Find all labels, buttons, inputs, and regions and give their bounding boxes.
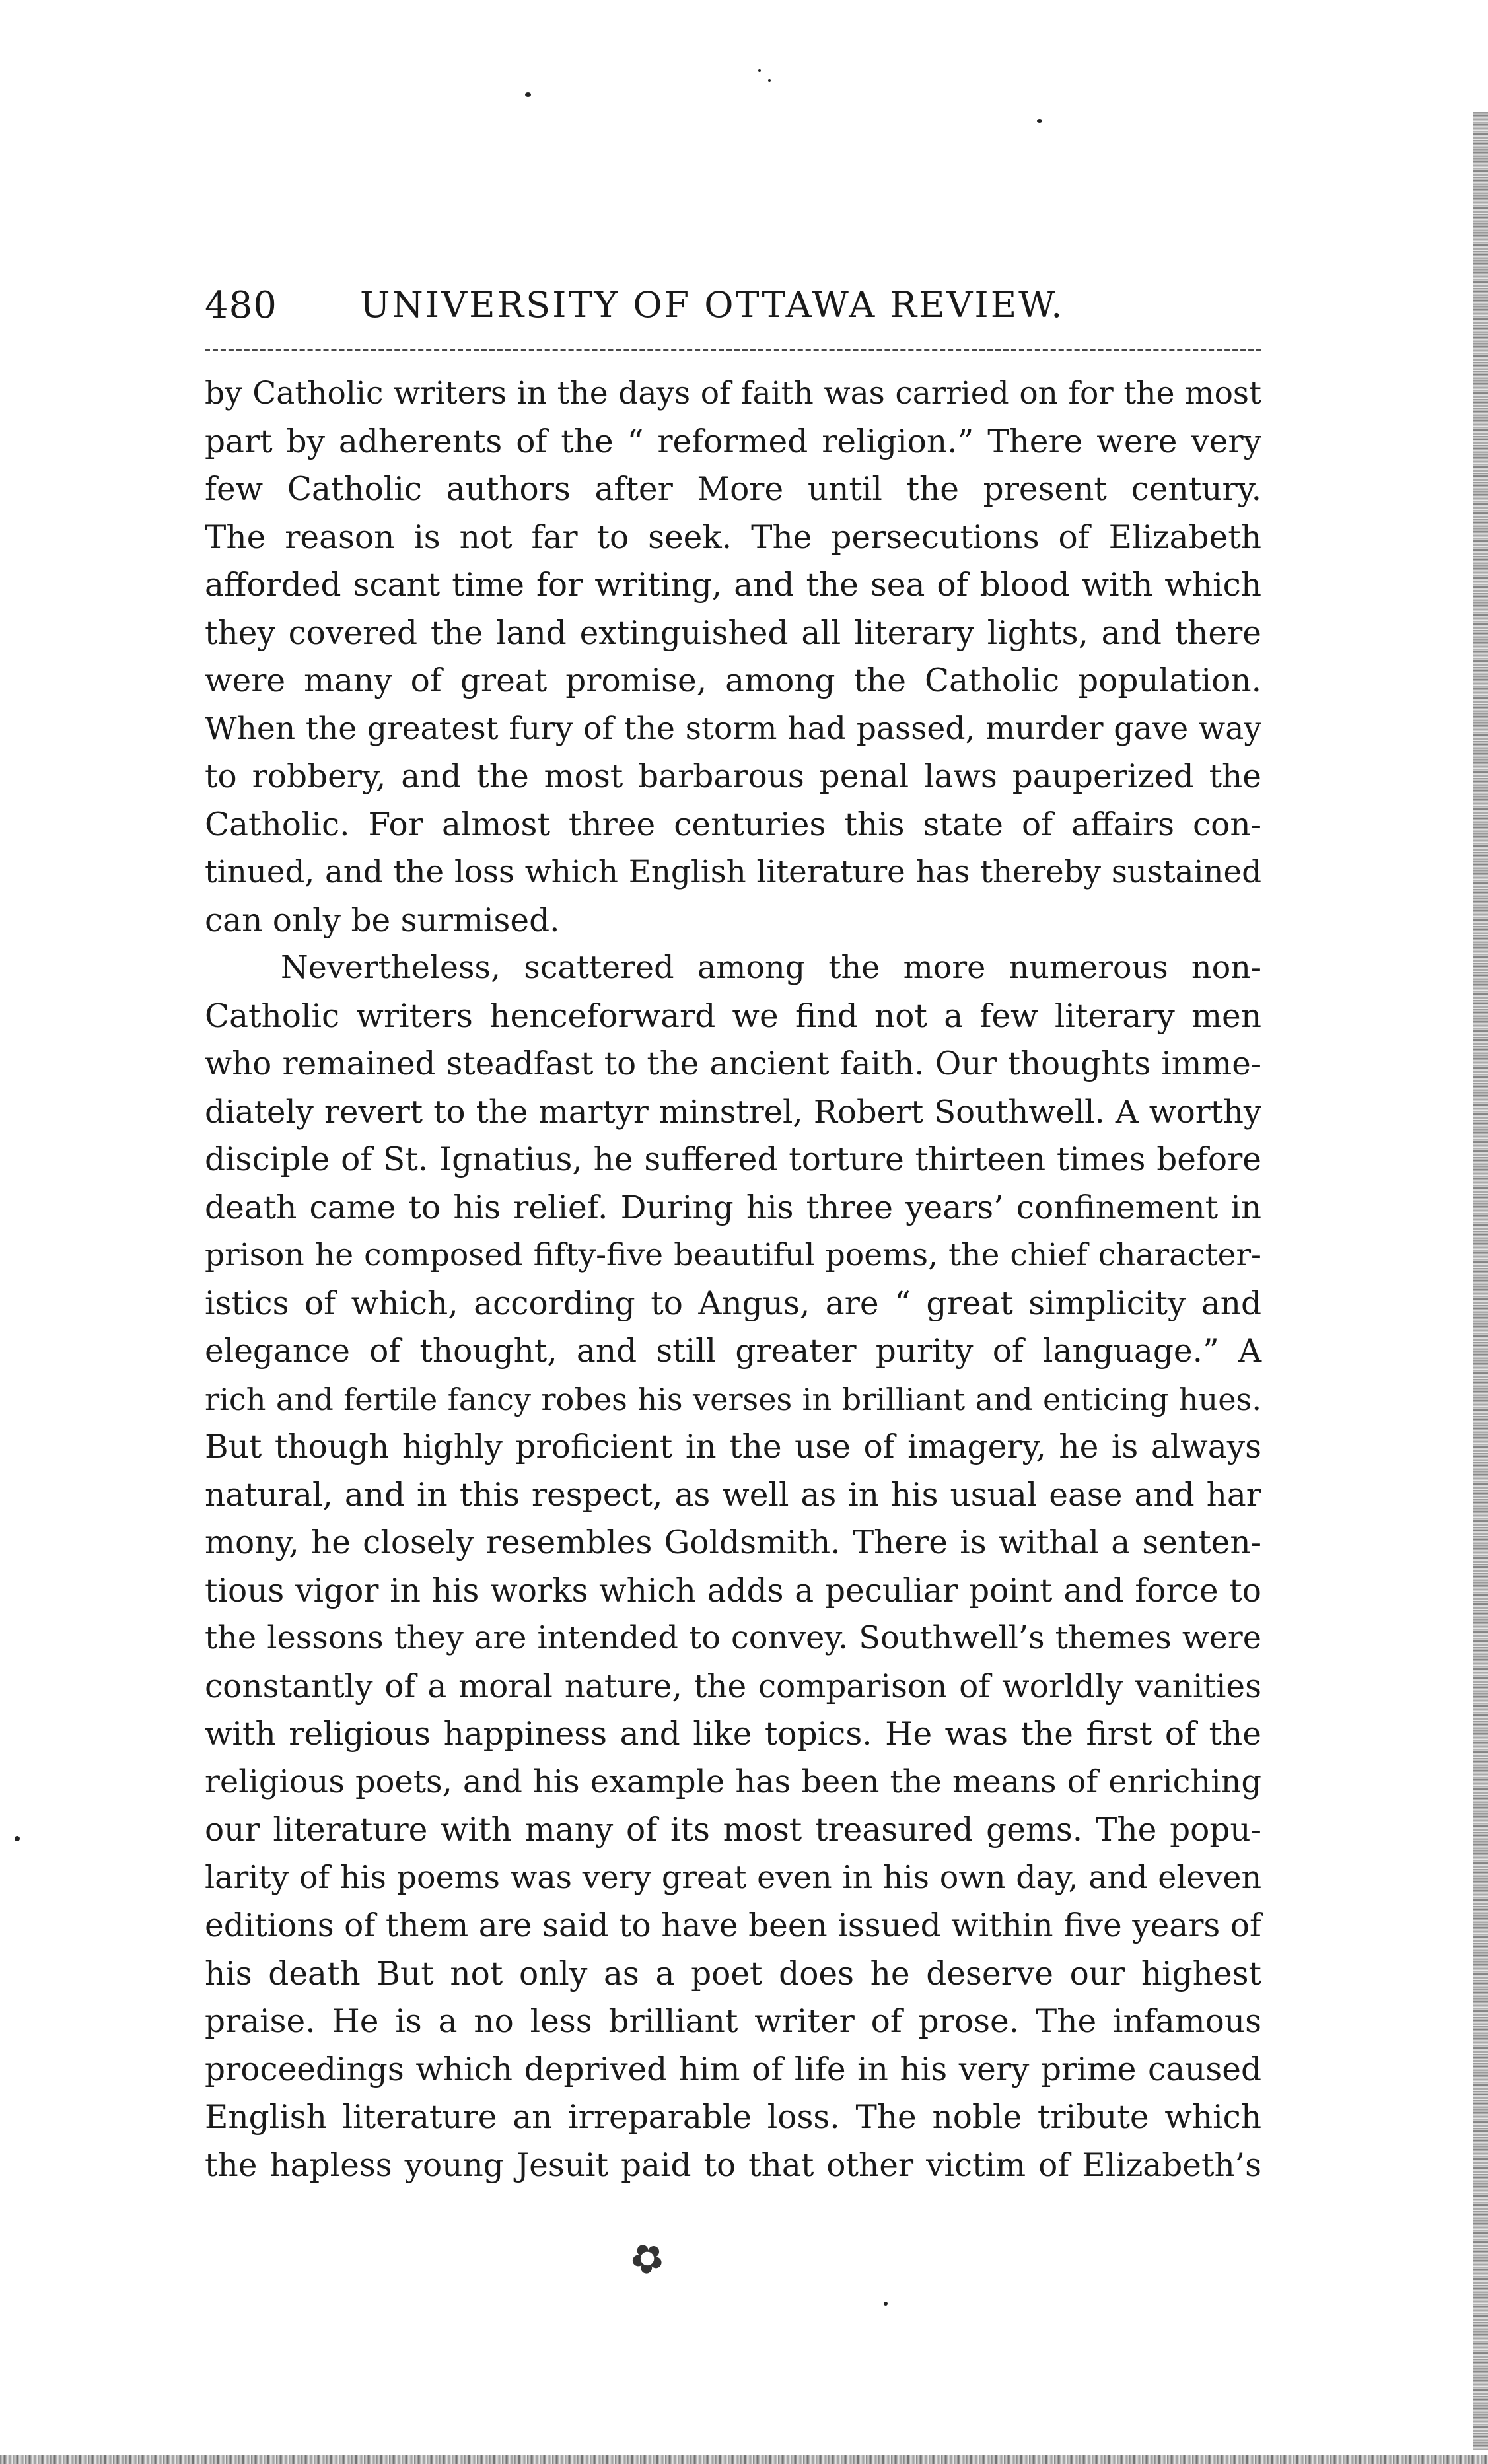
scan-edge-right [1473, 112, 1488, 2450]
text-line: disciple of St. Ignatius, he suffered torture thirteen times before [205, 1141, 1261, 1178]
text-line: constantly of a moral nature, the comparison of worldly vanities [205, 1668, 1261, 1705]
text-line: our literature with many of its most treasured gems. The popu- [205, 1812, 1261, 1848]
scan-speck [15, 1836, 20, 1841]
text-line: Catholic. For almost three centuries this state of affairs con- [205, 806, 1261, 843]
text-line: his death But not only as a poet does he deserve our highest [205, 1955, 1261, 1992]
text-line: tinued, and the loss which English literature has thereby sustained [205, 855, 1261, 890]
paragraph-2 [205, 944, 1261, 2189]
text-line: praise. He is a no less brilliant writer of prose. The infamous [205, 2003, 1261, 2040]
text-line: can only be surmised. [205, 901, 560, 939]
text-line: When the greatest fury of the storm had passed, murder gave way [205, 710, 1261, 747]
header-rule [205, 349, 1261, 351]
text-line: afforded scant time for writing, and the sea of blood with which [205, 567, 1261, 604]
text-line: elegance of thought, and still greater purity of language.” A [205, 1333, 1261, 1370]
scan-speck [884, 2302, 888, 2306]
text-line: English literature an irreparable loss. The noble tribute which [205, 2099, 1261, 2136]
body-text [205, 370, 1261, 2189]
text-line: larity of his poems was very great even in his own day, and eleven [205, 1859, 1261, 1896]
text-line: natural, and in this respect, as well as in his usual ease and har [205, 1476, 1261, 1514]
scan-speck [525, 92, 531, 97]
text-line: mony, he closely resembles Goldsmith. There is withal a senten- [205, 1524, 1261, 1561]
text-line: they covered the land extinguished all literary lights, and there [205, 614, 1261, 652]
text-line: religious poets, and his example has been the means of enriching [205, 1763, 1261, 1800]
text-line: Catholic writers henceforward we find not a few literary men [205, 997, 1261, 1035]
text-line: few Catholic authors after More until the present century. [205, 471, 1261, 508]
scan-edge-bottom [0, 2455, 1488, 2464]
running-title: UNIVERSITY OF OTTAWA REVIEW. [360, 284, 1065, 326]
text-line: were many of great promise, among the Catholic population. [205, 662, 1261, 699]
text-line: proceedings which deprived him of life in his very prime caused [205, 2051, 1261, 2088]
text-line: prison he composed fifty-five beautiful poems, the chief character- [205, 1237, 1261, 1273]
scan-speck [768, 79, 771, 82]
text-line: diately revert to the martyr minstrel, Robert Southwell. A worthy [205, 1093, 1261, 1131]
text-line: death came to his relief. During his three years’ confinement in [205, 1189, 1261, 1226]
text-line: But though highly proficient in the use of imagery, he is always [205, 1428, 1261, 1465]
text-line: istics of which, according to Angus, are “ great simplicity and [205, 1285, 1261, 1322]
scan-speck [758, 69, 761, 72]
text-line: who remained steadfast to the ancient faith. Our thoughts imme- [205, 1045, 1261, 1082]
text-line: with religious happiness and like topics. He was the first of the [205, 1716, 1261, 1753]
printer-ornament-icon: ✿ [621, 2230, 674, 2287]
text-line: the hapless young Jesuit paid to that other victim of Elizabeth’s [205, 2146, 1261, 2184]
text-line: to robbery, and the most barbarous penal laws pauperized the [205, 758, 1261, 795]
text-line: tious vigor in his works which adds a peculiar point and force to [205, 1572, 1261, 1609]
text-line: the lessons they are intended to convey. Southwell’s themes were [205, 1620, 1261, 1656]
paragraph-1 [205, 370, 1261, 944]
text-line: Nevertheless, scattered among the more numerous non- [281, 950, 1261, 986]
running-header [205, 284, 1268, 343]
text-line: The reason is not far to seek. The persecutions of Elizabeth [205, 518, 1261, 556]
scan-speck [1037, 119, 1042, 123]
text-line: part by adherents of the “ reformed religion.” There were very [205, 423, 1261, 460]
text-line: editions of them are said to have been issued within five years of [205, 1907, 1261, 1944]
page-number: 480 [205, 284, 277, 327]
text-line: by Catholic writers in the days of faith was carried on for the most [205, 375, 1261, 411]
text-line: rich and fertile fancy robes his verses in brilliant and enticing hues. [205, 1381, 1261, 1417]
